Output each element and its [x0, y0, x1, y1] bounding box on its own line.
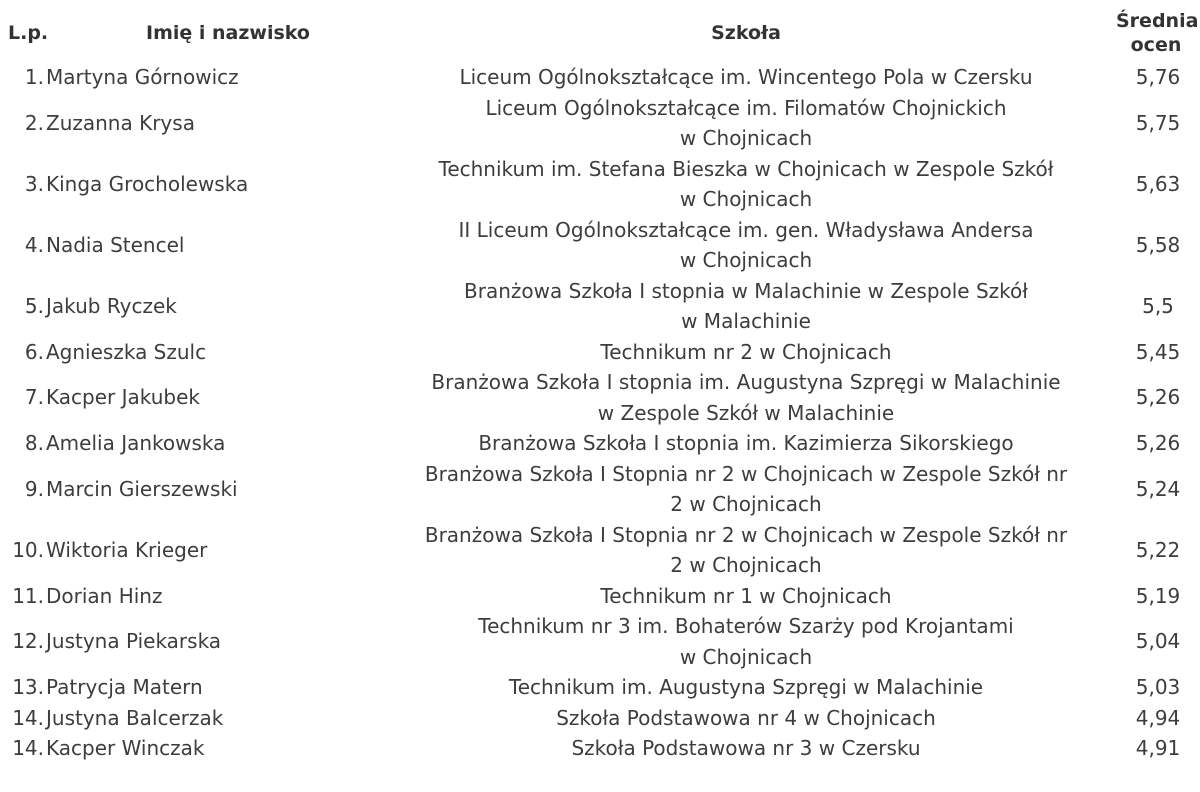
row-number: 10. [12, 537, 44, 562]
student-name: Wiktoria Krieger [46, 537, 208, 562]
student-name: Agnieszka Szulc [46, 339, 207, 364]
table-row [6, 459, 1196, 520]
school-name [376, 703, 1116, 734]
school-name [376, 154, 1116, 215]
table-row [6, 276, 1196, 337]
table-row [6, 337, 1196, 368]
row-number: 7. [24, 385, 44, 410]
school-name [376, 367, 1116, 428]
average-grade: 5,22 [1135, 537, 1181, 562]
header-average [1116, 4, 1199, 62]
average-grade: 5,26 [1135, 431, 1181, 455]
row-number: 3. [24, 171, 44, 196]
student-name: Patrycja Matern [46, 675, 203, 699]
school-name-line: Szkoła Podstawowa nr 4 w Chojnicach [556, 705, 936, 730]
row-number: 11. [12, 583, 44, 608]
header-row [6, 4, 1196, 62]
school-name [376, 581, 1116, 612]
school-name-line: w Chojnicach [679, 187, 813, 211]
school-name-line: Branżowa Szkoła I stopnia w Malachinie w Zespole Szkół [464, 278, 1028, 303]
table-row [6, 703, 1196, 734]
school-name-line: Technikum nr 1 w Chojnicach [600, 583, 892, 608]
table-row [6, 520, 1196, 581]
table-row [6, 154, 1196, 215]
student-name: Zuzanna Krysa [46, 110, 195, 135]
row-number: 9. [24, 476, 44, 501]
school-name [376, 215, 1116, 276]
row-number: 8. [24, 431, 44, 455]
school-name-line: w Zespole Szkół w Malachinie [597, 400, 895, 425]
header-name: Imię i nazwisko [146, 22, 310, 44]
school-name [376, 62, 1116, 93]
school-name [376, 337, 1116, 368]
table-row [6, 428, 1196, 459]
student-name: Kinga Grocholewska [46, 171, 249, 196]
school-name-line: 2 w Chojnicach [670, 492, 822, 516]
school-name-line: w Chojnicach [679, 248, 813, 272]
student-name: Kacper Winczak [46, 736, 205, 760]
average-grade: 5,19 [1135, 583, 1181, 608]
school-name-line: Szkoła Podstawowa nr 3 w Czersku [571, 736, 921, 760]
table-row [6, 672, 1196, 703]
school-name-line: II Liceum Ogólnokształcące im. gen. Władysława Andersa [458, 217, 1034, 242]
table-row [6, 215, 1196, 276]
ranking-table [6, 4, 1199, 764]
table-row [6, 62, 1196, 93]
school-name [376, 672, 1116, 703]
student-name: Justyna Balcerzak [46, 705, 224, 730]
school-name [376, 611, 1116, 672]
school-name-line: Technikum nr 2 w Chojnicach [600, 339, 892, 364]
average-grade: 4,94 [1135, 705, 1181, 730]
school-name-line: Technikum nr 3 im. Bohaterów Szarży pod Krojantami [478, 614, 1014, 638]
row-number: 14. [12, 736, 44, 760]
school-name [376, 520, 1116, 581]
average-grade: 5,45 [1135, 339, 1181, 364]
average-grade: 5,58 [1135, 232, 1181, 257]
school-name [376, 733, 1116, 764]
student-name: Dorian Hinz [46, 583, 163, 608]
average-grade: 5,76 [1135, 65, 1181, 89]
school-name-line: Liceum Ogólnokształcące im. Wincentego Pola w Czersku [459, 65, 1033, 89]
school-name-line: Technikum im. Stefana Bieszka w Chojnicach w Zespole Szkół [438, 156, 1054, 181]
average-grade: 5,63 [1135, 171, 1181, 196]
table-row [6, 611, 1196, 672]
header-average-line1: Średnia [1116, 10, 1199, 32]
school-name-line: 2 w Chojnicach [670, 553, 822, 577]
row-number: 2. [24, 110, 44, 135]
student-name: Martyna Górnowicz [46, 65, 239, 89]
table-header [6, 4, 1199, 62]
average-grade: 5,5 [1142, 293, 1174, 318]
row-number: 13. [12, 675, 44, 699]
average-grade: 5,03 [1135, 675, 1181, 699]
school-name-line: w Chojnicach [679, 126, 813, 150]
average-grade: 5,24 [1135, 476, 1181, 501]
student-name: Justyna Piekarska [46, 629, 222, 654]
table-body [6, 62, 1196, 764]
header-school: Szkoła [711, 22, 781, 44]
school-name-line: Liceum Ogólnokształcące im. Filomatów Chojnickich [485, 95, 1007, 120]
table-row [6, 581, 1196, 612]
school-name [376, 459, 1116, 520]
header-lp: L.p. [8, 22, 49, 44]
average-grade: 5,04 [1135, 629, 1181, 654]
average-grade: 4,91 [1135, 736, 1181, 760]
student-name: Kacper Jakubek [46, 385, 200, 410]
school-name [376, 276, 1116, 337]
row-number: 1. [24, 65, 44, 89]
row-number: 5. [24, 293, 44, 318]
school-name-line: Technikum im. Augustyna Szpręgi w Malachinie [508, 675, 984, 699]
row-number: 14. [12, 705, 44, 730]
table-row [6, 733, 1196, 764]
school-name [376, 428, 1116, 459]
student-name: Marcin Gierszewski [46, 476, 238, 501]
row-number: 12. [12, 629, 44, 654]
table-row [6, 367, 1196, 428]
school-name [376, 93, 1116, 154]
average-grade: 5,26 [1135, 385, 1181, 410]
school-name-line: w Malachinie [681, 309, 811, 333]
student-name: Amelia Jankowska [46, 431, 226, 455]
student-name: Nadia Stencel [46, 232, 185, 257]
row-number: 6. [24, 339, 44, 364]
average-grade: 5,75 [1135, 110, 1181, 135]
student-name: Jakub Ryczek [46, 293, 177, 318]
header-average-line2: ocen [1130, 34, 1182, 56]
school-name-line: Branżowa Szkoła I Stopnia nr 2 w Chojnicach w Zespole Szkół nr [424, 522, 1068, 547]
row-number: 4. [24, 232, 44, 257]
school-name-line: Branżowa Szkoła I Stopnia nr 2 w Chojnicach w Zespole Szkół nr [424, 461, 1068, 486]
school-name-line: Branżowa Szkoła I stopnia im. Kazimierza Sikorskiego [478, 431, 1014, 455]
table-row [6, 93, 1196, 154]
school-name-line: w Chojnicach [679, 644, 813, 669]
school-name-line: Branżowa Szkoła I stopnia im. Augustyna Szpręgi w Malachinie [431, 370, 1061, 394]
